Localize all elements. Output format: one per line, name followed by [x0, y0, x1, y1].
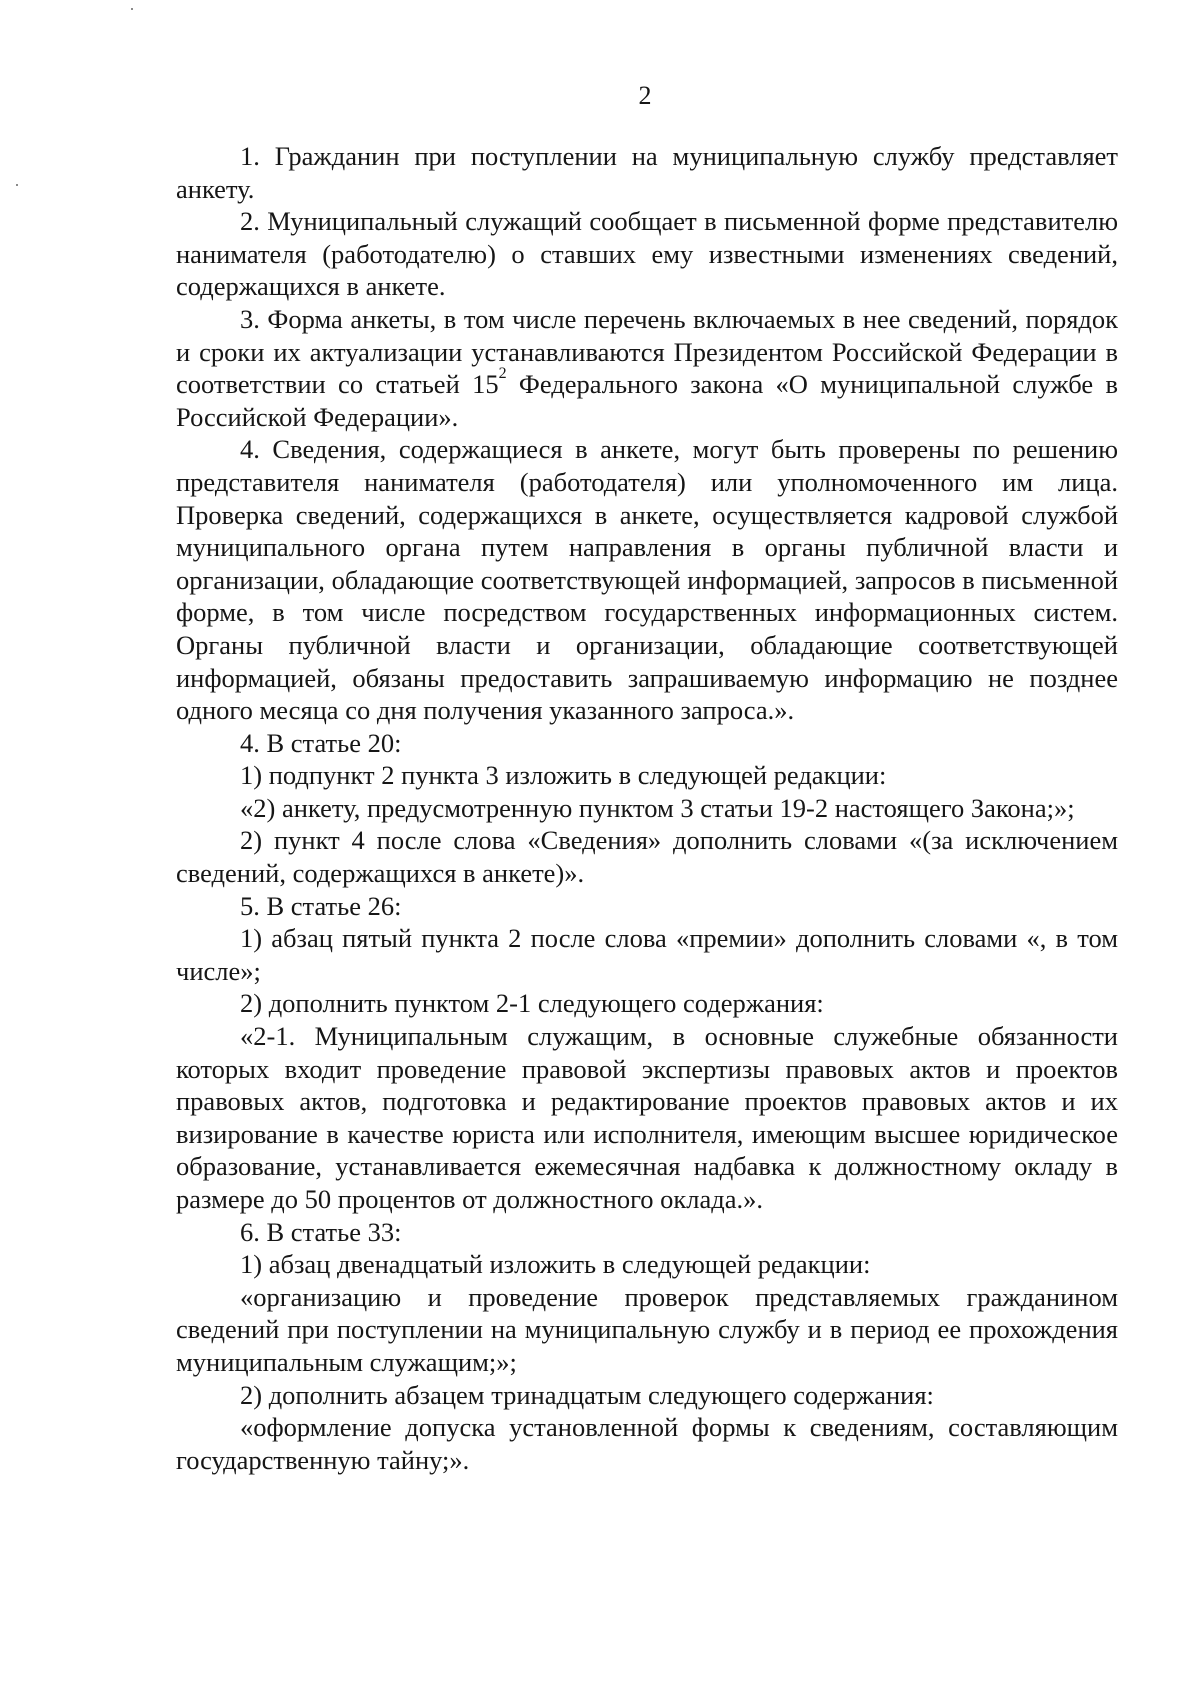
paragraph-4: 4. Сведения, содержащиеся в анкете, могут быть проверены по решению представителя нанимателя (работодателя) или уполномоченного им лица. Проверка сведений, содержащихся в анкете, осуществляется кадровой службой муниципального органа путем направления в органы публичной власти и организации, обладающие соответствующей информацией, запросов в письменной форме, в том числе посредством государственных информационных систем. Органы публичной власти и организации, обладающие соответствующей информацией, обязаны предоставить запрашиваемую информацию не позднее одного месяца со дня получения указанного запроса.».: [176, 434, 1118, 726]
paragraph-17: «оформление допуска установленной формы к сведениям, составляющим государственную тайну;».: [176, 1412, 1118, 1475]
paragraph-10: 1) абзац пятый пункта 2 после слова «премии» дополнить словами «, в том числе»;: [176, 923, 1118, 986]
paragraph-16: 2) дополнить абзацем тринадцатым следующего содержания:: [240, 1379, 934, 1410]
paragraph-3-text: 3. Форма анкеты, в том числе перечень включаемых в нее сведений, порядок и сроки их актуализации устанавливаются Президентом Российской Федерации в соответствии со статьей 15: [176, 303, 1118, 400]
paragraph-3-text-end: Федерального закона «О муниципальной службе в Российской Федерации».: [176, 369, 1118, 432]
paragraph-8: 2) пункт 4 после слова «Сведения» дополнить словами «(за исключением сведений, содержащихся в анкете)».: [176, 825, 1118, 889]
paragraph-5: 4. В статье 20:: [240, 727, 402, 758]
paragraph-13: 6. В статье 33:: [240, 1216, 402, 1247]
paragraph-2: 2. Муниципальный служащий сообщает в письменной форме представителю нанимателя (работодателю) о ставших ему известными изменениях сведений, содержащихся в анкете.: [176, 206, 1118, 302]
document-body: [176, 140, 1118, 1476]
page-number: 2: [638, 81, 652, 110]
scan-artifact: [131, 8, 133, 10]
paragraph-12: «2-1. Муниципальным служащим, в основные служебные обязанности которых входит проведение правовой экспертизы правовых актов и проектов правовых актов, подготовка и редактирование проектов правовых актов и их визирование в качестве юриста или исполнителя, имеющим высшее юридическое образование, устанавливается ежемесячная надбавка к должностному окладу в размере до 50 процентов от должностного оклада.».: [176, 1021, 1118, 1214]
paragraph-15: «организацию и проведение проверок представляемых гражданином сведений при поступлении на муниципальную службу и в период ее прохождения муниципальным служащим;»;: [176, 1281, 1118, 1377]
paragraph-1: 1. Гражданин при поступлении на муниципальную службу представляет анкету.: [176, 141, 1118, 204]
paragraph-7: «2) анкету, предусмотренную пунктом 3 статьи 19-2 настоящего Закона;»;: [240, 792, 1075, 823]
paragraph-3: [176, 303, 1118, 433]
scan-artifact: [16, 184, 18, 186]
superscript-2: 2: [498, 365, 507, 383]
paragraph-11: 2) дополнить пунктом 2-1 следующего содержания:: [240, 988, 824, 1019]
paragraph-9: 5. В статье 26:: [240, 890, 402, 921]
paragraph-6: 1) подпункт 2 пункта 3 изложить в следующей редакции:: [240, 760, 887, 791]
paragraph-14: 1) абзац двенадцатый изложить в следующей редакции:: [240, 1249, 871, 1280]
